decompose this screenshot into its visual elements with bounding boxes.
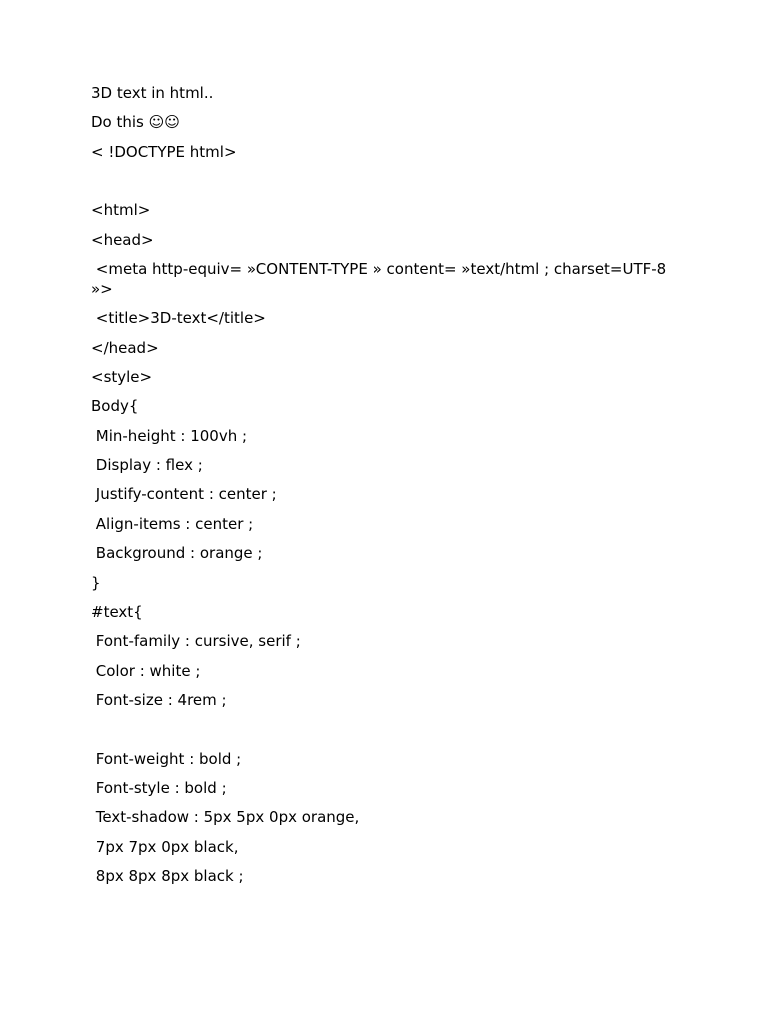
- document-line: Display : flex ;: [91, 456, 203, 475]
- blank-line: [91, 171, 691, 191]
- document-line: <meta http-equiv= »CONTENT-TYPE » content= »text/html ; charset=UTF-8 »>: [91, 260, 672, 299]
- document-line: <style>: [91, 368, 153, 387]
- document-line: Font-family : cursive, serif ;: [91, 632, 301, 651]
- document-line: <html>: [91, 201, 151, 220]
- document-line: 3D text in html..: [91, 84, 214, 102]
- document-line: <head>: [91, 230, 154, 249]
- document-line: </head>: [91, 338, 159, 357]
- document-line: < !DOCTYPE html>: [91, 142, 237, 161]
- document-line: Color : white ;: [91, 661, 201, 680]
- document-line: Min-height : 100vh ;: [91, 426, 248, 445]
- blank-line: [91, 719, 691, 739]
- document-line: #text{: [91, 602, 143, 621]
- document-line: 7px 7px 0px black,: [91, 837, 239, 856]
- document-line: 8px 8px 8px black ;: [91, 866, 244, 885]
- document-line: Background : orange ;: [91, 544, 263, 563]
- document-line: Font-weight : bold ;: [91, 749, 242, 768]
- document-line: <title>3D-text</title>: [91, 309, 266, 328]
- document-line: Font-size : 4rem ;: [91, 690, 227, 709]
- document-line: }: [91, 573, 101, 592]
- document-line: Body{: [91, 397, 139, 416]
- document-line: Justify-content : center ;: [91, 485, 277, 504]
- document-line: Font-style : bold ;: [91, 778, 227, 797]
- document-line: Align-items : center ;: [91, 514, 254, 533]
- document-line: Do this ☺☺: [91, 113, 180, 132]
- document-line: Text-shadow : 5px 5px 0px orange,: [91, 808, 360, 827]
- document-page: [91, 83, 691, 895]
